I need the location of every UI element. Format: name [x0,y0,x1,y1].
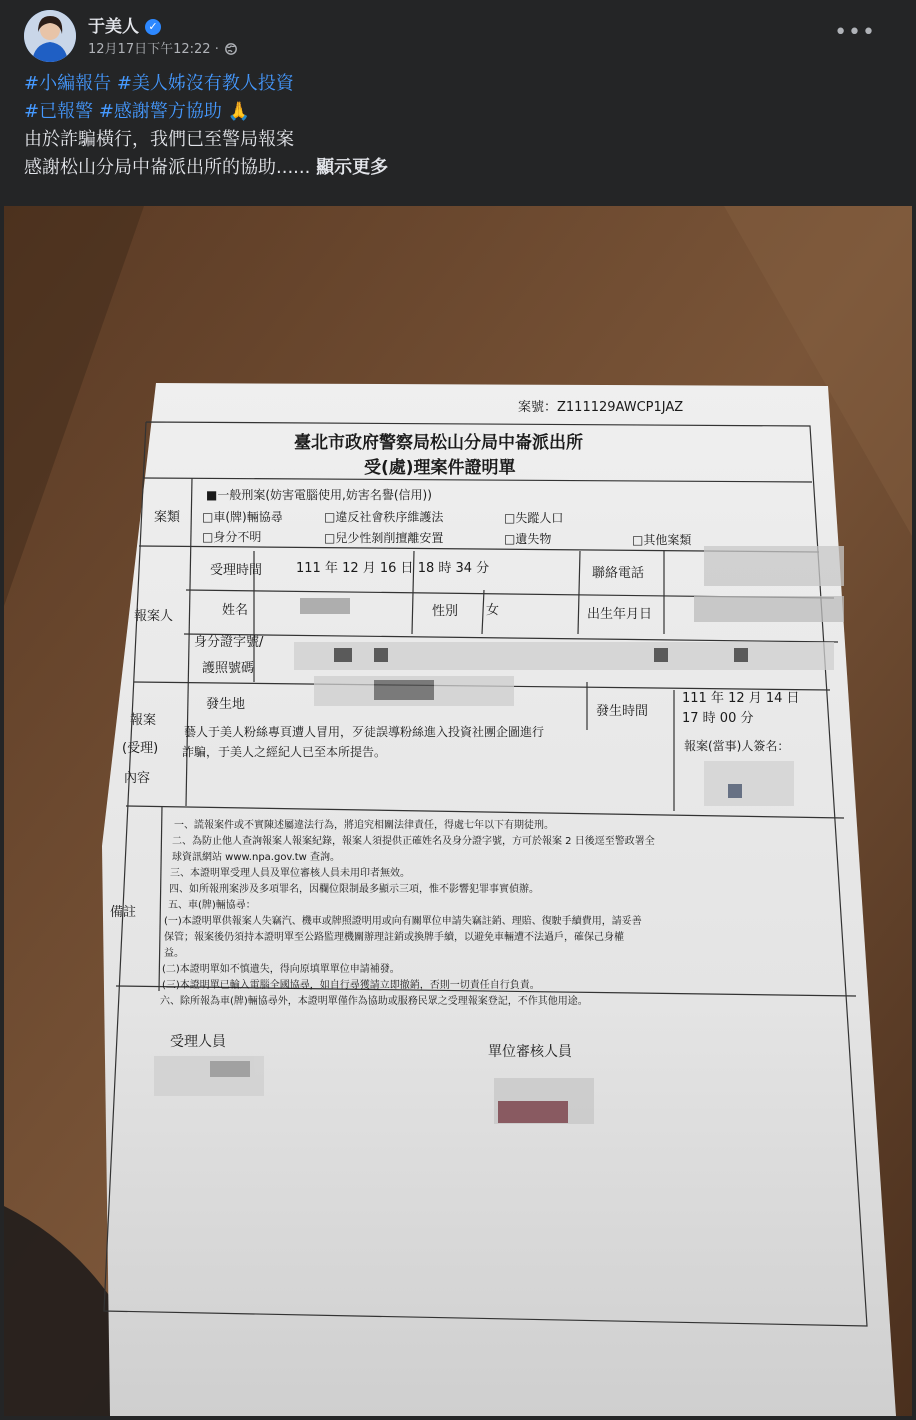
gender-value: 女 [486,603,500,618]
post-text-line-2 [24,154,884,182]
occur-time-value-2: 17 時 00 分 [682,711,754,726]
remark-line: 五、車(牌)輛協尋： [168,900,256,911]
report-content-line-1: 藝人于美人粉絲專頁遭人冒用，歹徒誤導粉絲進入投資社團企圖進行 [184,725,545,739]
signature-label: 報案(當事)人簽名： [684,739,790,753]
birth-label: 出生年月日 [587,607,653,622]
reviewer-label: 單位審核人員 [488,1044,572,1060]
post-photo[interactable] [4,206,912,1416]
case-number: 案號：Z111129AWCP1JAZ [518,400,684,415]
post-text-line-2-text: 感謝松山分局中崙派出所的協助...... [24,157,311,178]
case-type-option: □失蹤人口 [504,511,564,525]
report-title-2: 受(處)理案件證明單 [364,458,516,478]
author-name-text[interactable]: 于美人 [88,17,139,37]
remark-line: (二)本證明單如不慎遺失，得向原填單單位申請補發。 [162,964,400,975]
case-type-option: □身分不明 [202,530,262,544]
case-type-option: □違反社會秩序維護法 [324,510,444,524]
hashtag-link[interactable]: #小編報告 [24,73,112,94]
hashtag-line-1 [24,70,884,98]
hashtag-link[interactable]: #感謝警方協助 [98,101,222,122]
content-label-3: 內容 [124,771,151,786]
id-label-1: 身分證字號/ [194,635,264,650]
case-type-option: □遺失物 [504,532,552,546]
content-label-2: (受理) [122,741,159,756]
hashtag-link[interactable]: #美人姊沒有教人投資 [116,73,294,94]
occur-time-value-1: 111 年 12 月 14 日 [682,691,800,706]
case-type-option: ■一般刑案(妨害電腦使用,妨害名譽(信用)) [206,488,432,502]
case-type-option: □其他案類 [632,533,692,547]
remark-line: (三)本證明單已輸入電腦全國協尋，如自行尋獲請立即撤銷，否則一切責任自行負責。 [162,980,540,991]
avatar-photo-icon [24,10,76,62]
remark-line: (一)本證明單供報案人失竊汽、機車或牌照證明用或向有關單位申請失竊註銷、理賠、復駛手續費用，請妥善 [164,916,642,927]
remark-line: 二、為防止他人查詢報案人報案紀錄，報案人須提供正確姓名及身分證字號，方可於報案 2 日後逕至警政署全 [172,836,655,847]
hashtag-link[interactable]: #已報警 [24,101,94,122]
remarks-label: 備註 [110,905,137,920]
remark-line: 保管；報案後仍須持本證明單至公路監理機關辦理註銷或換牌手續，以避免車輛遭不法過戶，確保己身權 [164,932,624,943]
phone-label: 聯絡電話 [592,566,645,581]
pray-emoji-icon: 🙏 [227,101,251,122]
remark-line: 益。 [164,948,184,959]
accept-time-value: 111 年 12 月 16 日 18 時 34 分 [296,561,490,576]
content-label-1: 報案 [130,713,157,728]
post-caption [24,70,884,182]
name-label: 姓名 [222,603,249,618]
remark-line: 三、本證明單受理人員及單位審核人員未用印者無效。 [170,868,410,879]
officer-label: 受理人員 [170,1034,226,1050]
occur-time-label: 發生時間 [596,704,649,719]
post-header [24,8,892,64]
accept-time-label: 受理時間 [210,563,263,578]
place-label: 發生地 [206,697,246,712]
post-meta [88,38,237,57]
hashtag-line-2 [24,98,884,126]
id-label-2: 護照號碼 [202,661,255,676]
post-timestamp[interactable]: 12月17日下午12:22 [88,42,211,57]
remark-line: 六、除所報為車(牌)輛協尋外，本證明單僅作為協助或服務民眾之受理報案登記，不作其他用途。 [160,996,588,1007]
remark-line: 四、如所報刑案涉及多項罪名，因欄位限制最多顯示三項，惟不影響犯罪事實偵辦。 [169,884,539,895]
police-report-photo [4,206,912,1416]
report-title-1: 臺北市政府警察局松山分局中崙派出所 [294,433,583,453]
case-type-option: □車(牌)輛協尋 [202,510,283,524]
reporter-label: 報案人 [134,609,174,624]
gender-label: 性別 [432,604,459,619]
more-options-icon[interactable]: ••• [834,20,876,45]
meta-separator: · [214,42,219,57]
author-name[interactable] [88,12,161,37]
globe-icon [225,43,237,55]
report-content-line-2: 詐騙，于美人之經紀人已至本所提告。 [182,745,387,759]
verified-badge-icon: ✓ [145,19,161,35]
remark-line: 一、謊報案件或不實陳述屬違法行為，將追究相關法律責任，得處七年以下有期徒刑。 [174,820,554,831]
case-type-label: 案類 [154,510,181,525]
see-more-link[interactable]: 顯示更多 [316,157,389,178]
post-text-line-1: 由於詐騙橫行，我們已至警局報案 [24,129,294,150]
case-type-option: □兒少性剝削擅離安置 [324,531,444,545]
remark-line: 球資訊網站 www.npa.gov.tw 查詢。 [172,852,341,863]
author-avatar[interactable] [24,10,76,62]
